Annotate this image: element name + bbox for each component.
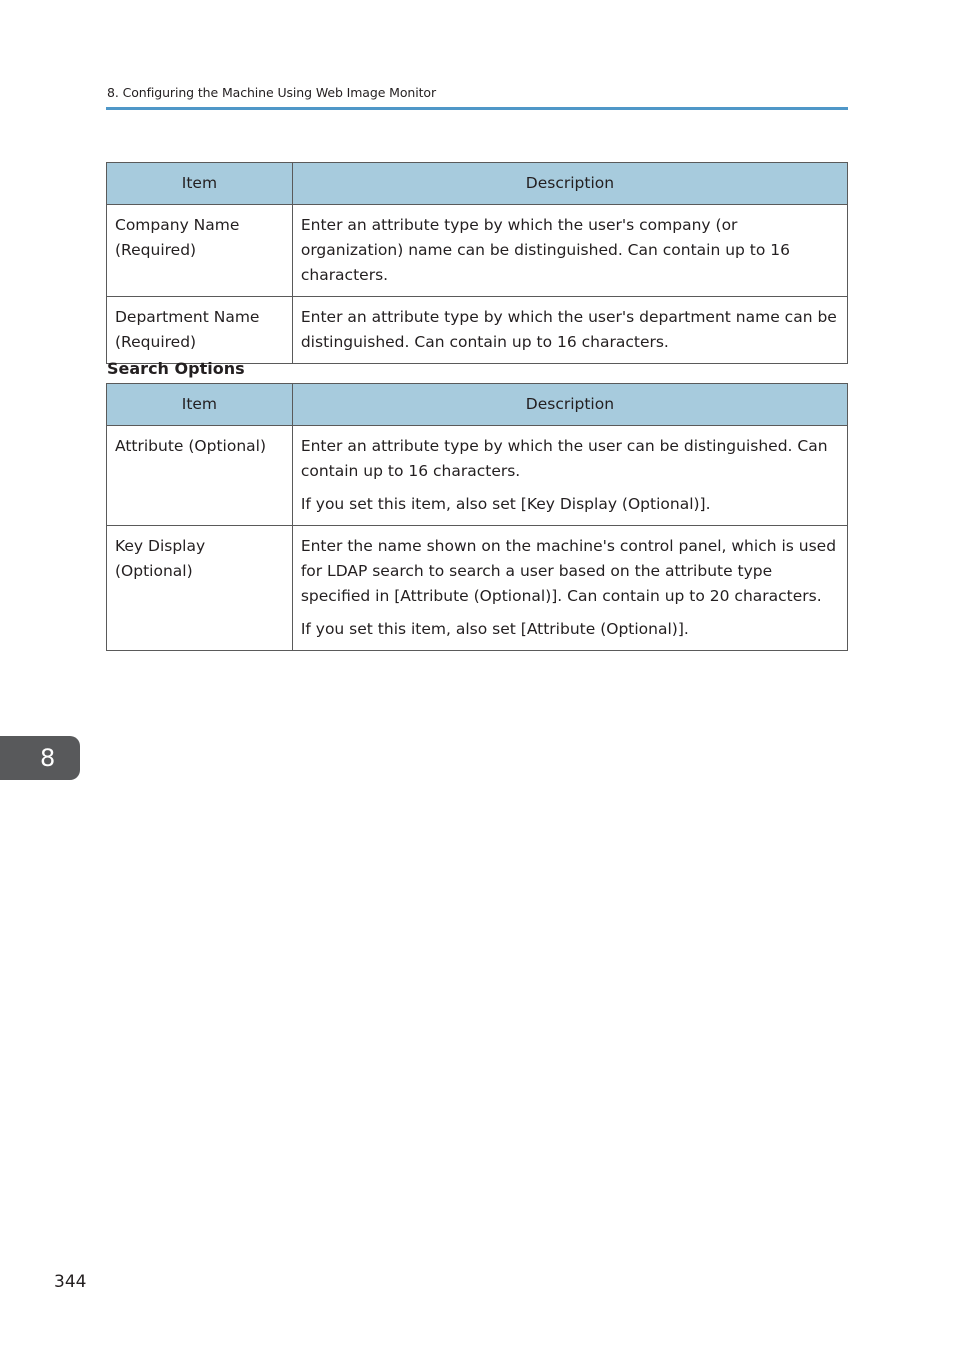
description-cell [292, 426, 847, 526]
table-row [107, 526, 848, 651]
column-header-description: Description [292, 163, 847, 205]
section-heading: Search Options [107, 359, 245, 378]
description-note: If you set this item, also set [Attribute (Optional)]. [300, 620, 689, 638]
description-text: Enter an attribute type by which the user can be distinguished. Can contain up to 16 characters. [300, 437, 828, 480]
description-text: Enter an attribute type by which the user's company (or organization) name can be distinguished. Can contain up to 16 characters. [300, 216, 791, 284]
item-cell: Department Name (Required) [107, 297, 293, 364]
table-row [107, 426, 848, 526]
item-cell: Attribute (Optional) [107, 426, 293, 526]
ldap-attribute-table [106, 162, 848, 364]
description-text: Enter the name shown on the machine's control panel, which is used for LDAP search to search a user based on the attribute type specified in [Attribute (Optional)]. Can contain up to 20 characters. [300, 537, 837, 605]
description-text: Enter an attribute type by which the user's department name can be distinguished. Can contain up to 16 characters. [300, 308, 837, 351]
table-row [107, 297, 848, 364]
table-row [107, 205, 848, 297]
item-cell: Key Display (Optional) [107, 526, 293, 651]
description-cell [292, 526, 847, 651]
search-options-table [106, 383, 848, 651]
column-header-description: Description [292, 384, 847, 426]
page-number: 344 [54, 1272, 87, 1292]
running-header: 8. Configuring the Machine Using Web Image Monitor [107, 85, 436, 100]
description-cell [292, 297, 847, 364]
chapter-tab: 8 [0, 736, 80, 780]
table-header-row [107, 384, 848, 426]
description-note: If you set this item, also set [Key Display (Optional)]. [300, 495, 711, 513]
header-rule [106, 107, 848, 110]
table-header-row [107, 163, 848, 205]
column-header-item: Item [107, 163, 293, 205]
column-header-item: Item [107, 384, 293, 426]
description-cell [292, 205, 847, 297]
item-cell: Company Name (Required) [107, 205, 293, 297]
